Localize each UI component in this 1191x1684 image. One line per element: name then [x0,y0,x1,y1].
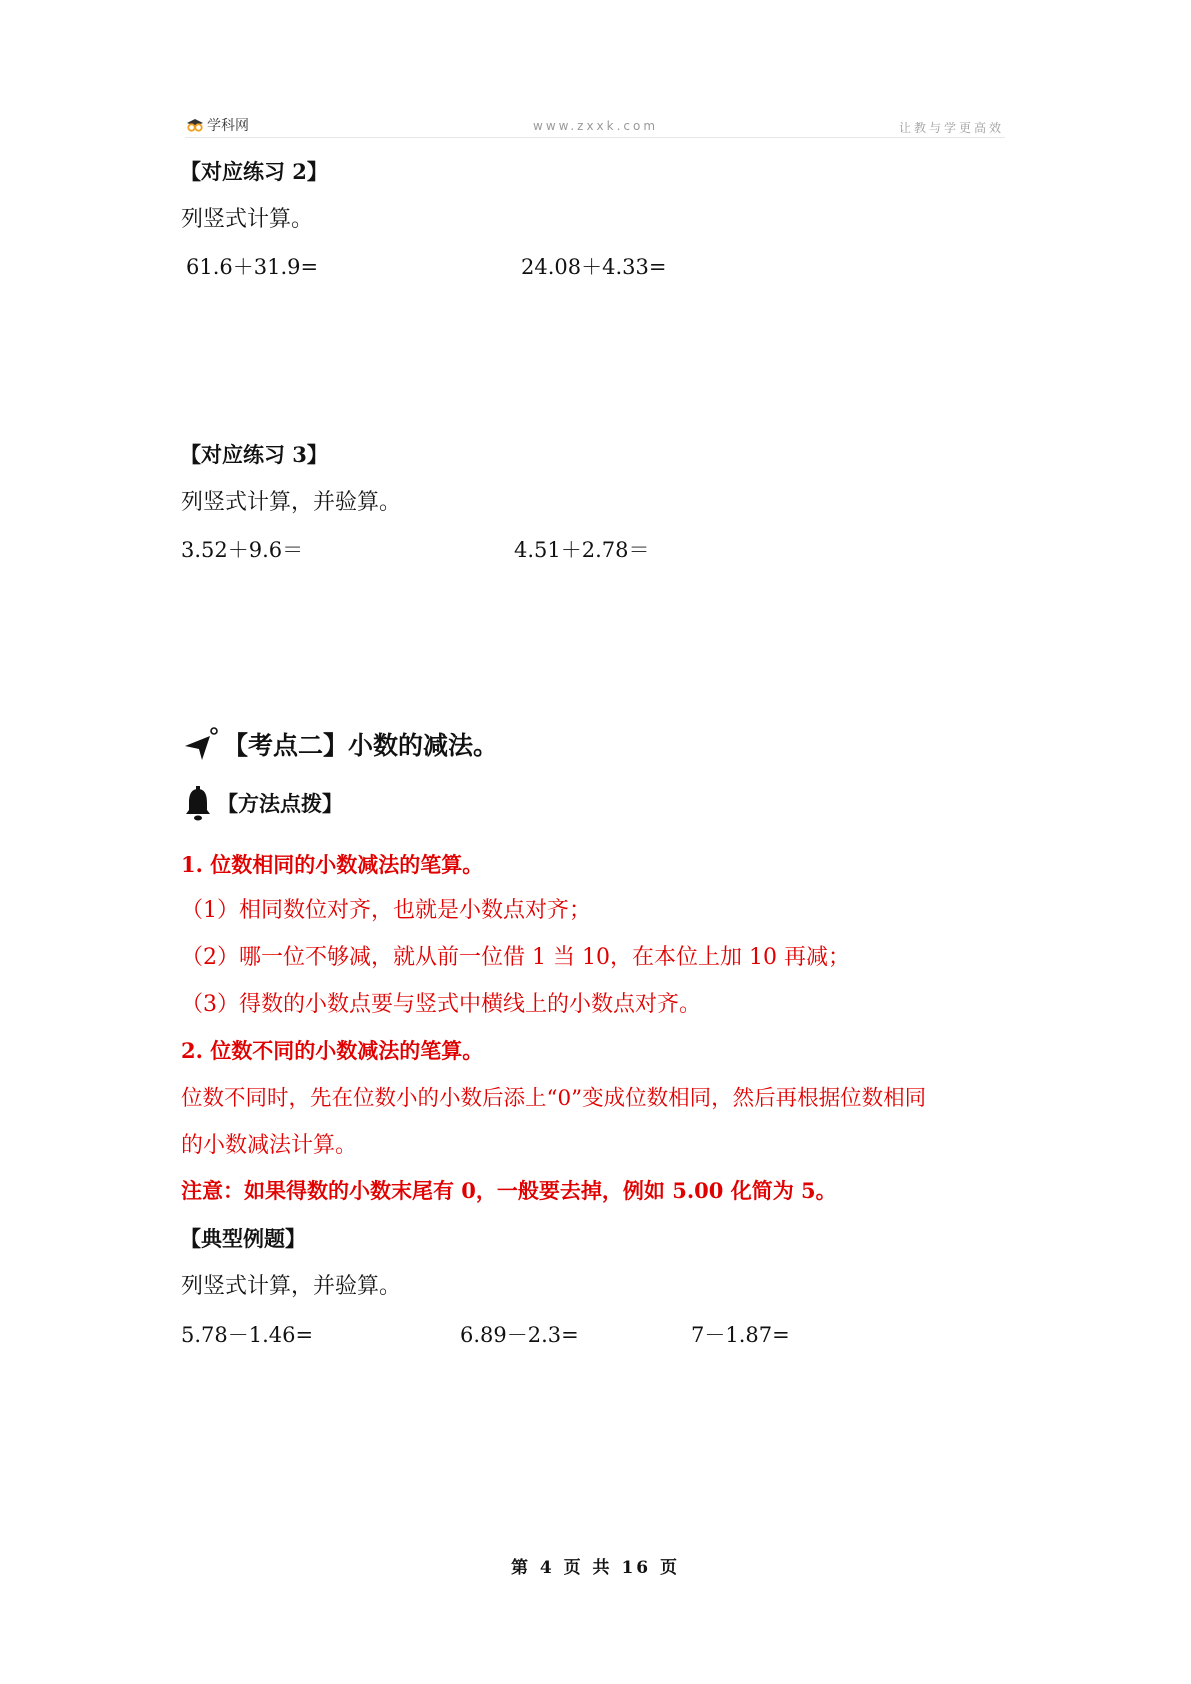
bell-icon [183,785,213,821]
note: 注意：如果得数的小数末尾有 0，一般要去掉，例如 5.00 化简为 5。 [181,1178,837,1203]
practice2-expr1: 61.6＋31.9= [186,255,319,279]
practice2-title: 【对应练习 2】 [180,159,328,184]
example-title: 【典型例题】 [180,1226,306,1251]
practice3-expr1: 3.52＋9.6＝ [181,538,304,562]
header-url[interactable]: www.zxxk.com [533,119,659,133]
point2-title: 2. 位数不同的小数减法的笔算。 [181,1038,484,1063]
header-slogan: 让教与学更高效 [898,121,1004,135]
practice2-expr2: 24.08＋4.33= [521,255,667,279]
example-expr1: 5.78－1.46= [181,1323,314,1347]
example-instruction: 列竖式计算，并验算。 [181,1274,402,1299]
navigation-arrow-icon [183,726,219,762]
method-title: 【方法点拨】 [217,792,343,816]
point2-line2: 的小数减法计算。 [181,1133,358,1158]
point2-line1: 位数不同时，先在位数小的小数后添上“0”变成位数相同，然后再根据位数相同 [181,1086,927,1111]
section2-title: 【考点二】小数的减法。 [223,731,499,760]
point1-title: 1. 位数相同的小数减法的笔算。 [181,852,484,877]
example-expr3: 7－1.87= [691,1323,790,1347]
point1-item-1: （1）相同数位对齐，也就是小数点对齐； [181,898,591,923]
practice2-instruction: 列竖式计算。 [181,207,314,232]
header-logo [186,115,249,135]
page-number: 第 4 页 共 16 页 [510,1558,681,1578]
logo-icon [186,118,204,132]
logo-text: 学科网 [207,118,249,134]
practice3-instruction: 列竖式计算，并验算。 [181,490,402,515]
practice3-title: 【对应练习 3】 [180,442,328,467]
header-divider [185,137,1005,138]
method-heading [183,785,343,821]
point1-item-3: （3）得数的小数点要与竖式中横线上的小数点对齐。 [181,992,701,1017]
point1-item-2: （2）哪一位不够减，就从前一位借 1 当 10，在本位上加 10 再减； [181,945,850,970]
practice3-expr2: 4.51＋2.78＝ [514,538,650,562]
example-expr2: 6.89－2.3= [460,1323,579,1347]
section2-heading [183,726,498,762]
